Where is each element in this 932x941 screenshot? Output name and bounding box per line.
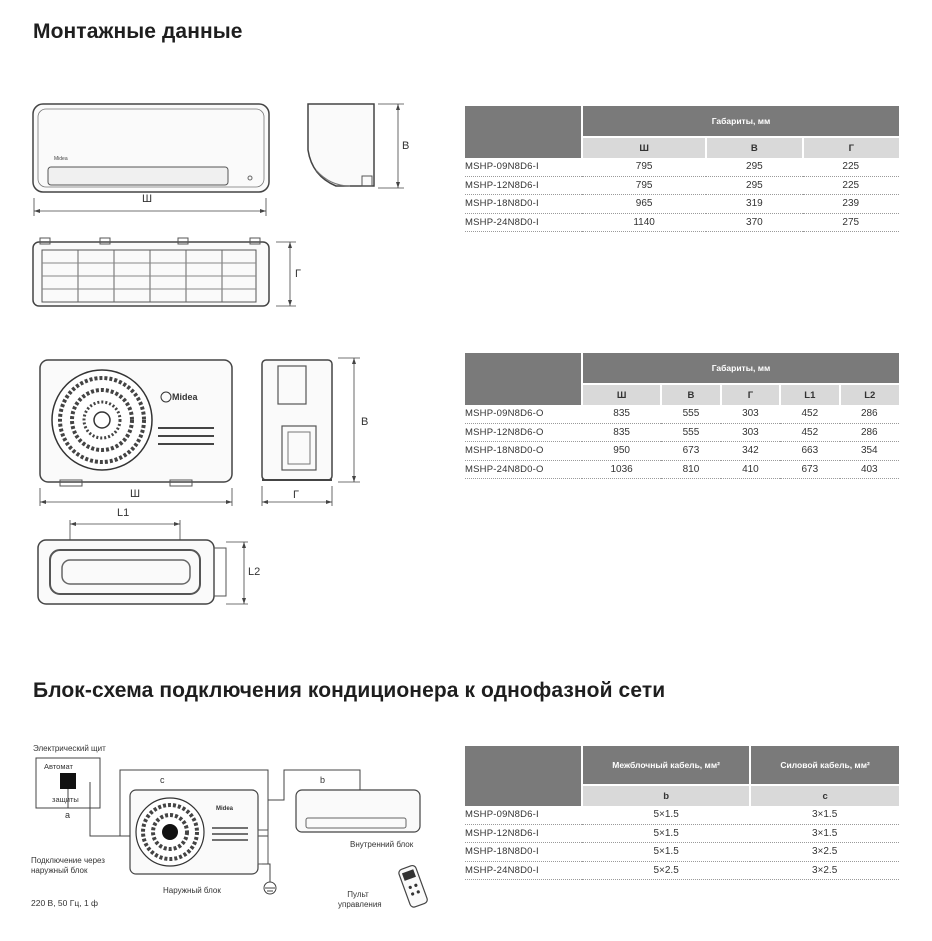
model-cell: MSHP-12N8D6-I [465,176,582,195]
model-cell: MSHP-18N8D0-I [465,843,582,862]
col-d: Г [803,137,899,158]
model-cell: MSHP-18N8D0-I [465,195,582,214]
cell: 319 [706,195,802,214]
cell: 225 [803,176,899,195]
cell: 1036 [582,460,661,479]
cell: 673 [780,460,839,479]
cell: 342 [721,442,780,461]
model-cell: MSHP-24N8D0-I [465,861,582,880]
col-l2: L2 [840,384,899,405]
cell: 370 [706,213,802,232]
cell: 1140 [582,213,706,232]
cell: 410 [721,460,780,479]
cable-table [465,746,899,880]
outdoor-group-header: Габариты, мм [582,353,899,384]
cell: 810 [661,460,720,479]
model-cell: MSHP-09N8D6-I [465,158,582,176]
cell: 795 [582,176,706,195]
cell: 303 [721,423,780,442]
cell: 5×2.5 [582,861,750,880]
indoor-unit-label: Внутренний блок [350,840,414,849]
cell: 286 [840,423,899,442]
col-h: В [706,137,802,158]
outdoor-l1-label: L1 [117,507,130,519]
cell: 795 [582,158,706,176]
cell: 555 [661,405,720,423]
outdoor-height-label: В [361,416,369,428]
cable-b-header: Межблочный кабель, мм² [582,746,750,785]
outdoor-depth-label: Г [293,489,299,501]
cell: 403 [840,460,899,479]
table-row [465,806,899,824]
cell: 555 [661,423,720,442]
scheme-title: Блок-схема подключения кондиционера к однофазной сети [33,679,666,702]
col-l1: L1 [780,384,839,405]
indoor-group-header: Габариты, мм [582,106,899,137]
supply-label: 220 В, 50 Гц, 1 ф [31,898,99,908]
wire-c-label: c [160,775,165,785]
cell: 275 [803,213,899,232]
cable-c-header: Силовой кабель, мм² [750,746,899,785]
outdoor-unit-label: Наружный блок [163,886,221,895]
col-b: b [582,785,750,806]
cell: 286 [840,405,899,423]
col-h: В [661,384,720,405]
outdoor-width-label: Ш [130,488,141,500]
wire-a-label: a [65,810,71,820]
cell: 3×2.5 [750,861,899,880]
model-cell: MSHP-24N8D0-I [465,213,582,232]
panel-label: Электрический щит [33,744,106,753]
cell: 835 [582,405,661,423]
cell: 239 [803,195,899,214]
outdoor-connect-label: Подключение через наружный блок [31,856,105,875]
breaker-top-label: Автомат [44,762,73,771]
cell: 295 [706,158,802,176]
cell: 3×1.5 [750,806,899,824]
model-cell: MSHP-18N8D0-O [465,442,582,461]
cell: 5×1.5 [582,806,750,824]
remote-label: Пульт управления [338,890,382,909]
model-cell: MSHP-09N8D6-I [465,806,582,824]
cell: 225 [803,158,899,176]
cell: 452 [780,405,839,423]
table-row [465,843,899,862]
model-cell: MSHP-12N8D6-O [465,423,582,442]
cell: 835 [582,423,661,442]
page-title: Монтажные данные [33,20,243,43]
breaker-bottom-label: защиты [52,795,79,804]
indoor-height-label: В [402,140,410,152]
col-c: c [750,785,899,806]
svg-text:Midea: Midea [216,806,234,812]
cell: 5×1.5 [582,824,750,843]
model-cell: MSHP-12N8D6-I [465,824,582,843]
cell: 3×1.5 [750,824,899,843]
indoor-depth-label: Г [295,268,301,280]
cell: 673 [661,442,720,461]
cell: 663 [780,442,839,461]
wire-b-label: b [320,775,326,785]
cell: 965 [582,195,706,214]
model-cell: MSHP-24N8D0-O [465,460,582,479]
svg-text:Midea: Midea [172,392,198,402]
col-w: Ш [582,137,706,158]
cell: 452 [780,423,839,442]
table-row [465,861,899,880]
col-w: Ш [582,384,661,405]
table-row [465,824,899,843]
svg-text:Midea: Midea [54,156,68,162]
indoor-width-label: Ш [142,193,153,205]
model-cell: MSHP-09N8D6-O [465,405,582,423]
cell: 950 [582,442,661,461]
col-d: Г [721,384,780,405]
cell: 295 [706,176,802,195]
cell: 3×2.5 [750,843,899,862]
cell: 303 [721,405,780,423]
cell: 5×1.5 [582,843,750,862]
cell: 354 [840,442,899,461]
outdoor-l2-label: L2 [248,566,261,578]
